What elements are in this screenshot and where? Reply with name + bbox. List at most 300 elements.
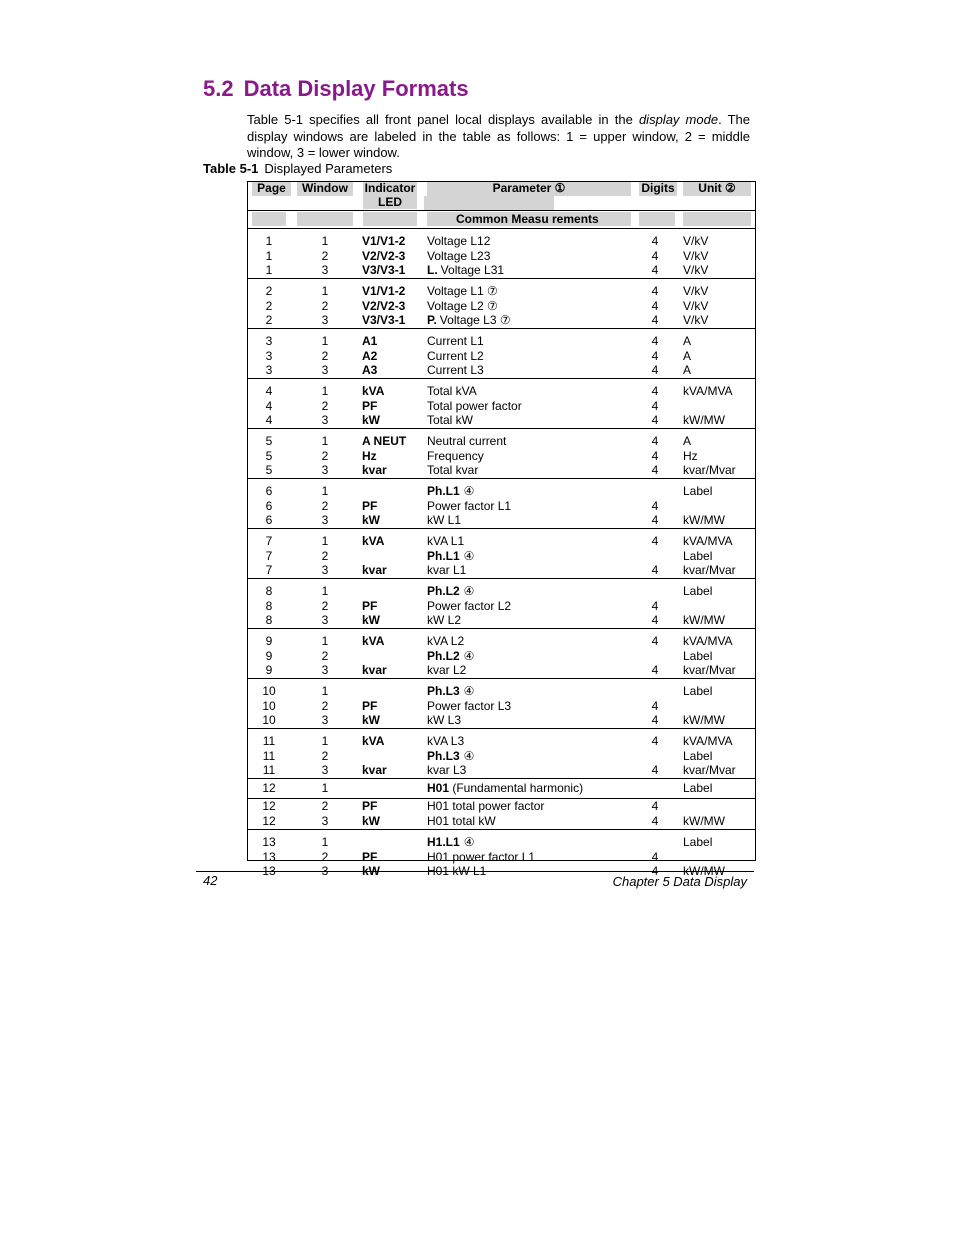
cell-digits: 4 — [651, 513, 659, 527]
section-shade-indicator — [363, 212, 417, 226]
cell-page: 11 — [262, 763, 276, 777]
section-shade-window — [297, 212, 353, 226]
cell-indicator-led: PF — [362, 599, 378, 613]
cell-parameter — [427, 363, 484, 378]
cell-indicator-led: kVA — [362, 634, 385, 648]
cell-window: 2 — [321, 850, 329, 864]
parameter-text: Ph.L2 — [427, 584, 460, 598]
parameter-text: H01 — [427, 781, 450, 795]
cell-parameter — [427, 249, 490, 264]
cell-page: 10 — [262, 713, 276, 727]
cell-unit: kvar/Mvar — [683, 463, 736, 477]
section-shade-unit — [683, 212, 751, 226]
parameter-text: Ph.L3 — [427, 749, 460, 763]
cell-page: 6 — [265, 484, 273, 498]
cell-unit: A — [683, 334, 692, 348]
parameter-text: Total power factor — [427, 399, 522, 413]
table-caption — [203, 161, 392, 176]
cell-indicator-led: A NEUT — [362, 434, 407, 448]
table-row — [248, 334, 755, 349]
cell-parameter — [427, 684, 474, 699]
table-row — [248, 513, 755, 528]
cell-window: 3 — [321, 713, 329, 727]
cell-parameter — [427, 449, 484, 464]
cell-indicator-led: kW — [362, 814, 380, 828]
table-row — [248, 363, 755, 378]
parameter-text: kvar L1 — [427, 563, 467, 577]
cell-indicator-led: V1/V1-2 — [362, 284, 406, 298]
cell-page: 11 — [262, 749, 276, 763]
cell-page: 2 — [265, 299, 273, 313]
cell-page: 8 — [265, 584, 273, 598]
parameter-text: Neutral current — [427, 434, 507, 448]
parameter-text: H1.L1 — [427, 835, 460, 849]
cell-digits: 4 — [651, 663, 659, 677]
parameter-text: kW L2 — [427, 613, 462, 627]
section-shade-page — [252, 212, 286, 226]
cell-unit: V/kV — [683, 249, 709, 263]
parameter-prefix: L. — [427, 263, 438, 277]
table-row — [248, 484, 755, 499]
parameter-text: kVA L3 — [427, 734, 465, 748]
cell-parameter — [427, 563, 466, 578]
cell-window: 2 — [321, 799, 329, 813]
cell-unit: kW/MW — [683, 513, 725, 527]
table-row — [248, 563, 755, 578]
cell-parameter — [427, 634, 464, 649]
cell-indicator-led: kVA — [362, 384, 385, 398]
parameter-text: Total kVA — [427, 384, 477, 398]
cell-indicator-led: kW — [362, 713, 380, 727]
table-row — [248, 850, 755, 865]
cell-unit: kW/MW — [683, 613, 725, 627]
cell-page: 2 — [265, 284, 273, 298]
section-common-measurements — [248, 211, 755, 229]
cell-window: 3 — [321, 814, 329, 828]
table-row — [248, 263, 755, 278]
cell-digits: 4 — [651, 613, 659, 627]
cell-digits: 4 — [651, 463, 659, 477]
table-row — [248, 763, 755, 778]
parameter-text: Power factor L3 — [427, 699, 512, 713]
cell-indicator-led: kW — [362, 864, 380, 878]
page-group — [248, 799, 755, 830]
table-row — [248, 649, 755, 664]
cell-indicator-led: PF — [362, 499, 378, 513]
cell-unit: kvar/Mvar — [683, 663, 736, 677]
cell-page: 1 — [265, 263, 273, 277]
cell-indicator-led: A2 — [362, 349, 378, 363]
cell-page: 12 — [262, 781, 276, 795]
cell-unit: kVA/MVA — [683, 734, 733, 748]
cell-unit: kvar/Mvar — [683, 563, 736, 577]
table-row — [248, 413, 755, 428]
header-indicator: Indicator — [364, 181, 416, 195]
cell-digits: 4 — [651, 234, 659, 248]
cell-unit: Label — [683, 781, 713, 795]
cell-page: 9 — [265, 649, 273, 663]
cell-digits: 4 — [651, 349, 659, 363]
cell-indicator-led: kvar — [362, 763, 387, 777]
cell-page: 10 — [262, 699, 276, 713]
footnote-marker: ④ — [463, 684, 475, 698]
page-group — [248, 479, 755, 529]
intro-text-start: Table 5-1 specifies all front panel local displays available in the — [247, 112, 639, 127]
table-caption-text: Displayed Parameters — [264, 161, 393, 176]
footnote-marker: ④ — [463, 749, 475, 763]
page-group — [248, 279, 755, 329]
cell-window: 3 — [321, 563, 329, 577]
table-row — [248, 434, 755, 449]
cell-page: 10 — [262, 684, 276, 698]
cell-parameter — [427, 334, 484, 349]
cell-page: 6 — [265, 513, 273, 527]
page-group — [248, 830, 755, 876]
cell-indicator-led: V1/V1-2 — [362, 234, 406, 248]
parameter-text: Total kvar — [427, 463, 479, 477]
cell-page: 1 — [265, 234, 273, 248]
parameter-text: Ph.L3 — [427, 684, 460, 698]
cell-indicator-led: kVA — [362, 534, 385, 548]
footnote-marker: ④ — [463, 835, 475, 849]
header-indicator-led: LED — [363, 196, 417, 209]
parameter-text: H01 kW L1 — [427, 864, 487, 878]
cell-page: 5 — [265, 449, 273, 463]
cell-indicator-led: kW — [362, 413, 380, 427]
cell-window: 3 — [321, 513, 329, 527]
table-row — [248, 684, 755, 699]
page-group — [248, 729, 755, 779]
cell-window: 1 — [321, 734, 329, 748]
cell-window: 3 — [321, 363, 329, 377]
cell-unit: A — [683, 434, 692, 448]
cell-indicator-led: kW — [362, 513, 380, 527]
displayed-parameters-table — [247, 181, 756, 878]
cell-indicator-led: kVA — [362, 734, 385, 748]
table-row — [248, 634, 755, 649]
cell-window: 1 — [321, 234, 329, 248]
cell-parameter — [427, 814, 496, 829]
table-row — [248, 814, 755, 829]
cell-indicator-led: V2/V2-3 — [362, 299, 406, 313]
footnote-marker: ④ — [463, 584, 475, 598]
cell-window: 1 — [321, 484, 329, 498]
cell-window: 3 — [321, 864, 329, 878]
cell-window: 2 — [321, 249, 329, 263]
header-parameter: Parameter ① — [427, 182, 631, 196]
table-row — [248, 713, 755, 728]
cell-digits: 4 — [651, 334, 659, 348]
cell-digits: 4 — [651, 634, 659, 648]
parameter-text: Ph.L1 — [427, 549, 460, 563]
cell-unit: kVA/MVA — [683, 634, 733, 648]
cell-unit: V/kV — [683, 263, 709, 277]
cell-digits: 4 — [651, 399, 659, 413]
cell-parameter — [427, 663, 466, 678]
cell-page: 7 — [265, 534, 273, 548]
cell-parameter — [427, 384, 477, 399]
cell-page: 13 — [262, 835, 276, 849]
cell-indicator-led: V3/V3-1 — [362, 313, 406, 327]
parameter-prefix: P. — [427, 313, 437, 327]
table-row — [248, 284, 755, 299]
cell-digits: 4 — [651, 814, 659, 828]
cell-page: 8 — [265, 613, 273, 627]
cell-indicator-led: PF — [362, 399, 378, 413]
cell-window: 1 — [321, 835, 329, 849]
cell-indicator-led: kvar — [362, 663, 387, 677]
cell-parameter — [427, 284, 498, 299]
header-window: Window — [297, 182, 353, 196]
table-row — [248, 313, 755, 328]
parameter-text: Voltage L1 ⑦ — [427, 284, 498, 298]
cell-digits: 4 — [651, 763, 659, 777]
cell-page: 9 — [265, 634, 273, 648]
cell-parameter — [427, 699, 511, 714]
table-row — [248, 749, 755, 764]
table-row — [248, 534, 755, 549]
cell-window: 3 — [321, 463, 329, 477]
cell-window: 3 — [321, 613, 329, 627]
cell-page: 4 — [265, 399, 273, 413]
intro-paragraph — [247, 112, 750, 162]
cell-unit: kW/MW — [683, 413, 725, 427]
chapter-label: Chapter 5 Data Display — [612, 874, 747, 889]
cell-window: 1 — [321, 534, 329, 548]
footnote-marker: ④ — [463, 484, 475, 498]
cell-unit: kW/MW — [683, 814, 725, 828]
cell-unit: A — [683, 363, 692, 377]
cell-page: 7 — [265, 563, 273, 577]
cell-digits: 4 — [651, 599, 659, 613]
cell-parameter — [427, 463, 478, 478]
footer-rule — [196, 871, 754, 872]
parameter-text: kW L1 — [427, 513, 462, 527]
cell-unit: V/kV — [683, 234, 709, 248]
cell-unit: V/kV — [683, 313, 709, 327]
section-number: 5.2 — [203, 76, 234, 101]
cell-window: 3 — [321, 763, 329, 777]
cell-indicator-led: PF — [362, 699, 378, 713]
cell-unit: kW/MW — [683, 713, 725, 727]
cell-digits: 4 — [651, 299, 659, 313]
cell-indicator-led: V3/V3-1 — [362, 263, 406, 277]
parameter-text: kVA L1 — [427, 534, 465, 548]
parameter-text: kvar L2 — [427, 663, 467, 677]
cell-digits: 4 — [651, 799, 659, 813]
cell-digits: 4 — [651, 363, 659, 377]
parameter-text: Current L3 — [427, 363, 484, 377]
footnote-marker: ④ — [463, 549, 475, 563]
cell-digits: 4 — [651, 284, 659, 298]
header-digits: Digits — [639, 182, 677, 196]
cell-parameter — [427, 599, 511, 614]
cell-indicator-led: PF — [362, 850, 378, 864]
cell-digits: 4 — [651, 499, 659, 513]
table-row — [248, 781, 755, 796]
cell-parameter — [427, 299, 498, 314]
parameter-text: H01 total kW — [427, 814, 496, 828]
table-row — [248, 384, 755, 399]
cell-window: 2 — [321, 499, 329, 513]
parameter-text: kvar L3 — [427, 763, 467, 777]
table-row — [248, 449, 755, 464]
page-group — [248, 429, 755, 479]
parameter-text: Total kW — [427, 413, 474, 427]
cell-indicator-led: kvar — [362, 463, 387, 477]
cell-parameter — [427, 850, 535, 865]
cell-window: 2 — [321, 299, 329, 313]
parameter-text: Voltage L12 — [427, 234, 491, 248]
page-group — [248, 579, 755, 629]
cell-digits: 4 — [651, 263, 659, 277]
cell-parameter — [427, 349, 484, 364]
page-group — [248, 229, 755, 279]
cell-unit: kW/MW — [683, 864, 725, 878]
cell-unit: kVA/MVA — [683, 384, 733, 398]
parameter-text: Voltage L31 — [440, 263, 505, 277]
table-row — [248, 835, 755, 850]
page-number: 42 — [203, 873, 218, 888]
cell-page: 4 — [265, 413, 273, 427]
cell-window: 2 — [321, 549, 329, 563]
cell-unit: Label — [683, 649, 713, 663]
cell-digits: 4 — [651, 313, 659, 327]
table-row — [248, 249, 755, 264]
parameter-text: Voltage L2 ⑦ — [427, 299, 498, 313]
cell-window: 1 — [321, 284, 329, 298]
parameter-text: Current L1 — [427, 334, 484, 348]
cell-unit: A — [683, 349, 692, 363]
cell-page: 4 — [265, 384, 273, 398]
parameter-text: Power factor L2 — [427, 599, 512, 613]
cell-window: 2 — [321, 599, 329, 613]
cell-parameter — [427, 649, 474, 664]
cell-window: 1 — [321, 434, 329, 448]
cell-page: 6 — [265, 499, 273, 513]
cell-window: 1 — [321, 384, 329, 398]
cell-page: 7 — [265, 549, 273, 563]
cell-page: 3 — [265, 334, 273, 348]
cell-parameter — [427, 781, 583, 796]
cell-indicator-led: A3 — [362, 363, 378, 377]
cell-parameter — [427, 484, 474, 499]
section-shade-digits — [639, 212, 675, 226]
cell-unit: kVA/MVA — [683, 534, 733, 548]
cell-page: 12 — [262, 799, 276, 813]
cell-window: 2 — [321, 449, 329, 463]
cell-unit: Hz — [683, 449, 698, 463]
section-heading — [203, 76, 469, 102]
cell-window: 3 — [321, 313, 329, 327]
cell-window: 1 — [321, 634, 329, 648]
parameter-text: H01 power factor L1 — [427, 850, 536, 864]
cell-parameter — [427, 534, 464, 549]
table-row — [248, 613, 755, 628]
page-group — [248, 629, 755, 679]
cell-indicator-led: V2/V2-3 — [362, 249, 406, 263]
parameter-text: Frequency — [427, 449, 484, 463]
parameter-text: H01 total power factor — [427, 799, 545, 813]
cell-unit: kvar/Mvar — [683, 763, 736, 777]
section-title-common-measurements: Common Measu rements — [456, 212, 599, 226]
table-row — [248, 499, 755, 514]
cell-parameter — [427, 313, 511, 328]
cell-parameter — [427, 734, 464, 749]
parameter-text: Power factor L1 — [427, 499, 512, 513]
parameter-text: Current L2 — [427, 349, 484, 363]
section-title: Data Display Formats — [243, 76, 469, 101]
cell-unit: V/kV — [683, 299, 709, 313]
cell-unit: Label — [683, 684, 713, 698]
table-row — [248, 234, 755, 249]
cell-digits: 4 — [651, 864, 659, 878]
cell-digits: 4 — [651, 384, 659, 398]
table-row — [248, 799, 755, 814]
cell-digits: 4 — [651, 449, 659, 463]
cell-unit: Label — [683, 584, 713, 598]
cell-window: 2 — [321, 699, 329, 713]
cell-window: 1 — [321, 334, 329, 348]
header-unit: Unit ② — [683, 182, 751, 196]
table-row — [248, 699, 755, 714]
page-group — [248, 379, 755, 429]
cell-window: 2 — [321, 399, 329, 413]
parameter-text: Voltage L3 ⑦ — [439, 313, 511, 327]
parameter-text: Voltage L23 — [427, 249, 491, 263]
table-body — [248, 229, 755, 876]
table-row — [248, 584, 755, 599]
cell-page: 11 — [262, 734, 276, 748]
table-row — [248, 463, 755, 478]
cell-digits: 4 — [651, 734, 659, 748]
cell-window: 3 — [321, 263, 329, 277]
cell-parameter — [427, 835, 474, 850]
cell-window: 3 — [321, 663, 329, 677]
table-row — [248, 299, 755, 314]
cell-parameter — [427, 413, 473, 428]
cell-parameter — [427, 499, 511, 514]
cell-digits: 4 — [651, 434, 659, 448]
cell-unit: V/kV — [683, 284, 709, 298]
cell-indicator-led: A1 — [362, 334, 378, 348]
cell-parameter — [427, 613, 461, 628]
cell-page: 3 — [265, 363, 273, 377]
cell-parameter — [427, 584, 474, 599]
cell-indicator-led: Hz — [362, 449, 377, 463]
cell-parameter — [427, 399, 522, 414]
page-group — [248, 529, 755, 579]
cell-digits: 4 — [651, 249, 659, 263]
cell-window: 1 — [321, 684, 329, 698]
cell-window: 2 — [321, 649, 329, 663]
parameter-text: Ph.L2 — [427, 649, 460, 663]
cell-parameter — [427, 513, 461, 528]
cell-indicator-led: PF — [362, 799, 378, 813]
cell-parameter — [427, 234, 490, 249]
page-group — [248, 329, 755, 379]
page-group — [248, 679, 755, 729]
table-row — [248, 549, 755, 564]
cell-parameter — [427, 763, 466, 778]
table-row — [248, 399, 755, 414]
table-caption-label: Table 5-1 — [203, 161, 259, 176]
cell-unit: Label — [683, 549, 713, 563]
footnote-marker: ④ — [463, 649, 475, 663]
cell-parameter — [427, 713, 461, 728]
cell-page: 3 — [265, 349, 273, 363]
cell-unit: Label — [683, 749, 713, 763]
